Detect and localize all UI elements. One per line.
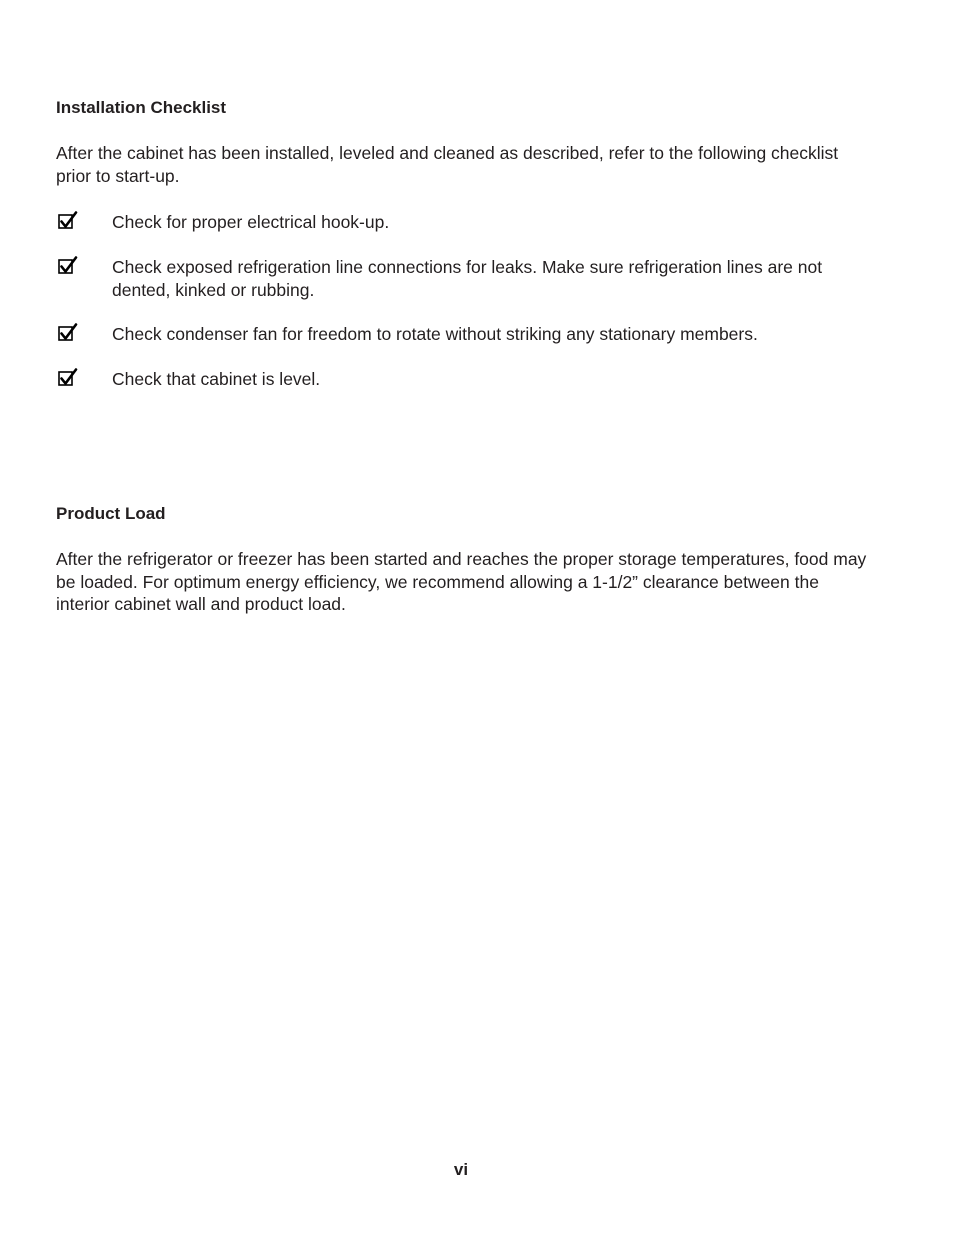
product-load-paragraph: After the refrigerator or freezer has been started and reaches the proper storage temperatures, food may be loaded. For optimum energy efficiency, we recommend allowing a 1-1/2” clearance between the interior cabinet wall and product load. bbox=[56, 549, 867, 614]
checklist-item bbox=[56, 211, 876, 234]
checked-box-icon bbox=[56, 323, 112, 345]
checklist-item bbox=[56, 368, 876, 391]
checked-box-icon bbox=[56, 256, 112, 278]
checklist-item-text: Check for proper electrical hook-up. bbox=[112, 212, 390, 232]
page-number: vi bbox=[453, 1160, 469, 1179]
installation-intro-paragraph: After the cabinet has been installed, leveled and cleaned as described, refer to the following checklist prior to start-up. bbox=[56, 143, 839, 186]
installation-checklist-heading: Installation Checklist bbox=[56, 98, 227, 117]
checklist-item-text: Check exposed refrigeration line connections for leaks. Make sure refrigeration lines are not dented, kinked or rubbing. bbox=[112, 257, 823, 300]
product-load-heading: Product Load bbox=[56, 504, 166, 523]
checklist-item-text: Check condenser fan for freedom to rotate without striking any stationary members. bbox=[112, 324, 758, 344]
checked-box-icon bbox=[56, 368, 112, 390]
checked-box-icon bbox=[56, 211, 112, 233]
checklist-item bbox=[56, 256, 876, 301]
checklist-item-text: Check that cabinet is level. bbox=[112, 369, 321, 389]
checklist-item bbox=[56, 323, 876, 346]
